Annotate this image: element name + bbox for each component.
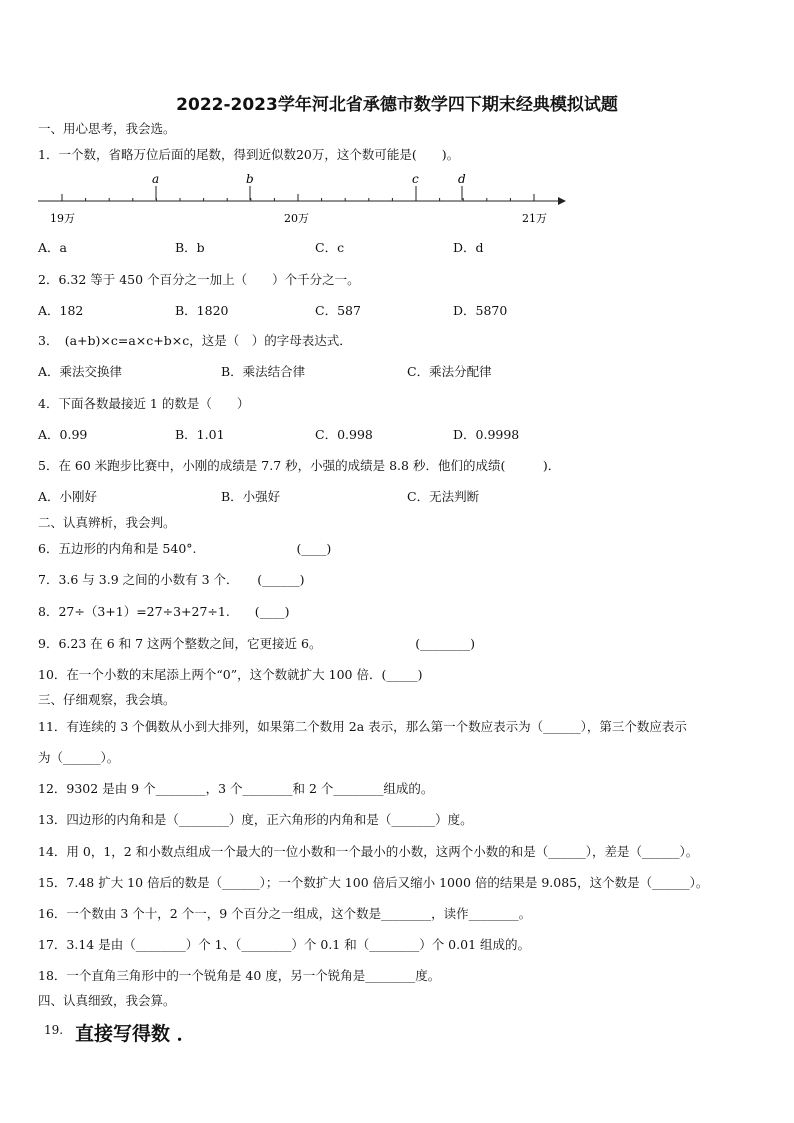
question-3: 3． (a+b)×c=a×c+b×c，这是（ ）的字母表达式． [38, 333, 352, 348]
q3-option-b: B．乘法结合律 [221, 364, 306, 379]
question-19-title: 直接写得数 ． [75, 1023, 196, 1045]
q5-option-b: B．小强好 [221, 489, 281, 504]
section-3-heading: 三、仔细观察，我会填。 [38, 692, 176, 707]
question-6: 6．五边形的内角和是 540°. (____) [38, 541, 332, 556]
q5-option-c: C．无法判断 [407, 489, 480, 504]
question-1: 1．一个数，省略万位后面的尾数，得到近似数20万，这个数可能是( )。 [38, 147, 460, 162]
tick-label-20wan: 20万 [284, 212, 309, 225]
q3-option-a: A．乘法交换律 [38, 364, 123, 379]
q1-option-b: B．b [175, 240, 205, 255]
tick-label-19wan: 19万 [50, 212, 75, 225]
q4-option-c: C．0.998 [315, 427, 373, 442]
q1-option-d: D．d [453, 240, 484, 255]
question-5: 5．在 60 米跑步比赛中，小刚的成绩是 7.7 秒，小强的成绩是 8.8 秒．他们的成绩( )． [38, 458, 561, 473]
question-18: 18．一个直角三角形中的一个锐角是 40 度，另一个锐角是________度。 [38, 968, 441, 983]
point-label-a: a [152, 172, 160, 186]
question-12: 12．9302 是由 9 个________，3 个________和 2 个________组成的。 [38, 781, 434, 796]
tick-label-21wan: 21万 [522, 212, 547, 225]
section-1-heading: 一、用心思考，我会选。 [38, 121, 176, 136]
question-9: 9．6.23 在 6 和 7 这两个整数之间，它更接近 6。 (________) [38, 636, 475, 651]
question-15: 15．7.48 扩大 10 倍后的数是（______）；一个数扩大 100 倍后又缩小 1000 倍的结果是 9.085，这个数是（______）。 [38, 875, 709, 890]
page-title: 2022-2023学年河北省承德市数学四下期末经典模拟试题 [176, 95, 618, 115]
q4-option-a: A．0.99 [38, 427, 88, 442]
number-line [30, 168, 570, 230]
question-14: 14．用 0，1，2 和小数点组成一个最大的一位小数和一个最小的小数，这两个小数的和是（______），差是（______）。 [38, 844, 699, 859]
question-2: 2．6.32 等于 450 个百分之一加上（ ）个千分之一。 [38, 272, 360, 287]
q2-option-c: C．587 [315, 303, 361, 318]
q2-option-b: B．1820 [175, 303, 229, 318]
q2-option-d: D．5870 [453, 303, 508, 318]
section-4-heading: 四、认真细致，我会算。 [38, 993, 176, 1008]
q4-option-d: D．0.9998 [453, 427, 520, 442]
question-11-line-2: 为（______）。 [38, 750, 120, 765]
question-17: 17．3.14 是由（________）个 1、（________）个 0.1 和（________）个 0.01 组成的。 [38, 937, 530, 952]
point-label-c: c [412, 172, 419, 186]
q5-option-a: A．小刚好 [38, 489, 98, 504]
q4-option-b: B．1.01 [175, 427, 225, 442]
question-8: 8．27÷（3+1）=27÷3+27÷1. (____) [38, 604, 290, 619]
q2-option-a: A．182 [38, 303, 84, 318]
q1-option-a: A．a [38, 240, 67, 255]
question-19-number: 19. [44, 1023, 64, 1037]
question-4: 4．下面各数最接近 1 的数是（ ） [38, 396, 250, 411]
question-16: 16．一个数由 3 个十，2 个一，9 个百分之一组成，这个数是________，读作________。 [38, 906, 532, 921]
question-10: 10．在一个小数的末尾添上两个“0”，这个数就扩大 100 倍．(_____) [38, 667, 423, 682]
section-2-heading: 二、认真辨析，我会判。 [38, 515, 176, 530]
question-13: 13．四边形的内角和是（________）度，正六角形的内角和是（_______）度。 [38, 812, 473, 827]
number-line-arrow [558, 197, 566, 205]
point-label-d: d [458, 172, 466, 186]
question-11-line-1: 11．有连续的 3 个偶数从小到大排列，如果第二个数用 2a 表示，那么第一个数应表示为（______），第三个数应表示 [38, 719, 687, 734]
question-7: 7．3.6 与 3.9 之间的小数有 3 个． (______) [38, 572, 305, 587]
q3-option-c: C．乘法分配律 [407, 364, 492, 379]
point-label-b: b [246, 172, 254, 186]
q1-option-c: C．c [315, 240, 345, 255]
